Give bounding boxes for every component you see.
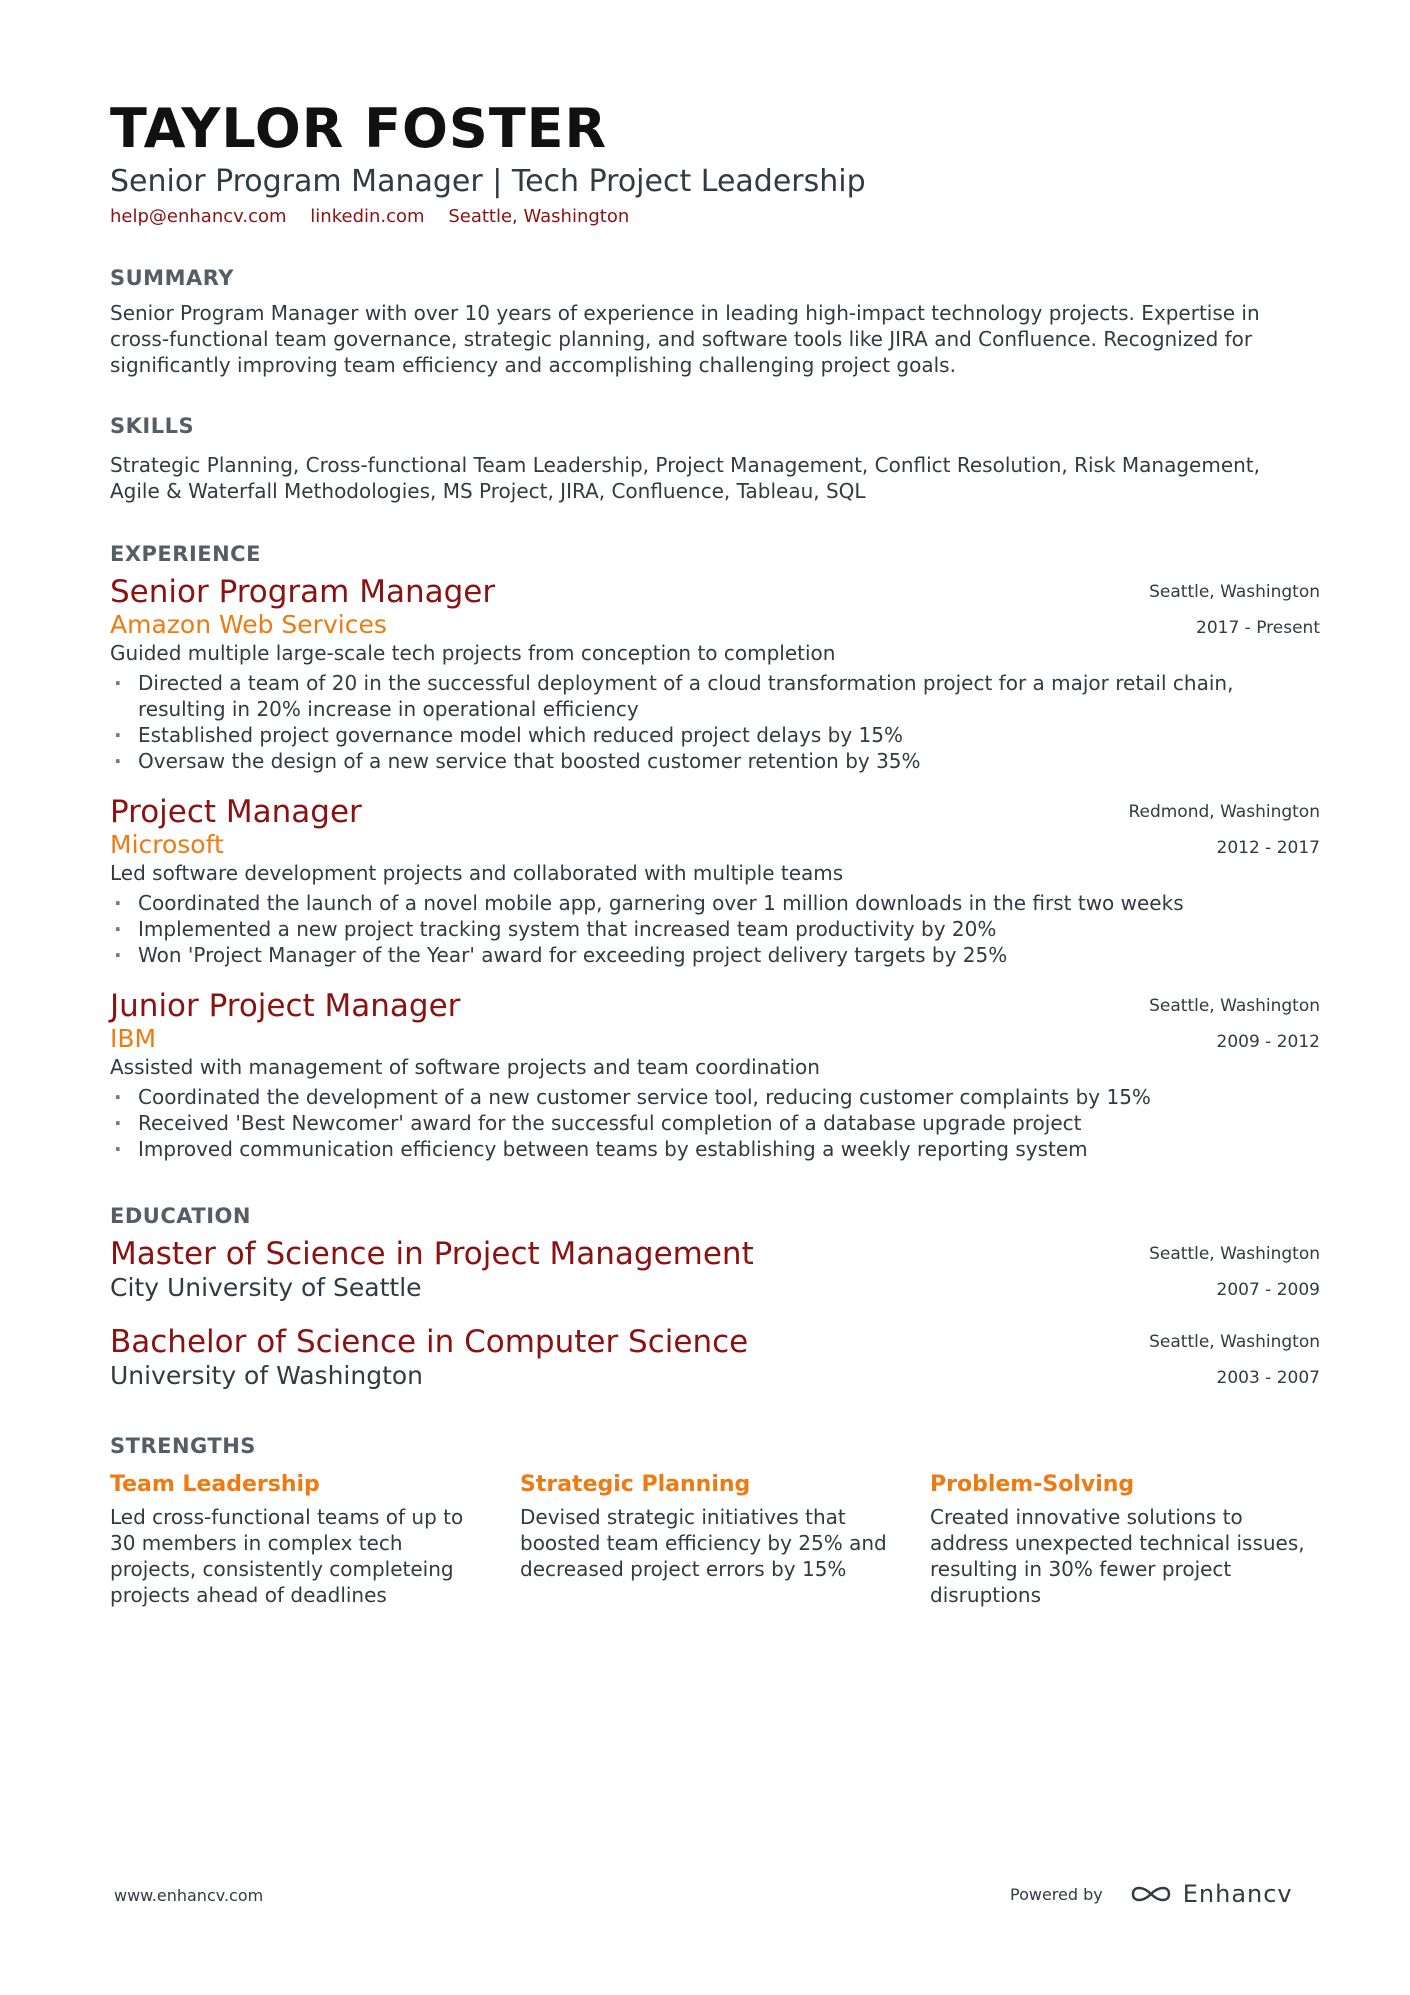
job-meta <box>1128 794 1320 866</box>
footer-branding <box>1010 1880 1293 1908</box>
job-meta <box>1149 574 1320 646</box>
footer-website[interactable]: www.enhancv.com <box>114 1886 264 1905</box>
job-bullets <box>110 670 1310 774</box>
strength-text: Led cross-functional teams of up to 30 members in complex tech projects, consistently completeing projects ahead of deadlines <box>110 1505 464 1607</box>
strength-title: Team Leadership <box>110 1472 320 1497</box>
summary-text: Senior Program Manager with over 10 years of experience in leading high-impact technology projects. Expertise in cross-functional team governance, strategic planning, and software tools like JIRA and Confluence. Recognized for significantly improving team efficiency and accomplishing challenging project goals. <box>110 301 1260 377</box>
job-bullet: · Directed a team of 20 in the successful deployment of a cloud transformation project for a major retail chain, resulting in 20% increase in operational efficiency <box>110 670 1310 722</box>
education-meta <box>1149 1324 1320 1396</box>
job-entry <box>110 574 1320 774</box>
strength-title: Problem-Solving <box>930 1472 1135 1497</box>
strengths-grid <box>110 1470 1310 1608</box>
education-location: Seattle, Washington <box>1149 1244 1320 1264</box>
job-dates: 2017 - Present <box>1196 618 1320 638</box>
education-dates: 2007 - 2009 <box>1216 1280 1320 1300</box>
job-description: Guided multiple large-scale tech projects from conception to completion <box>110 641 836 665</box>
skills-heading: SKILLS <box>110 414 195 438</box>
strengths-heading: STRENGTHS <box>110 1434 256 1458</box>
strength-text: Created innovative solutions to address unexpected technical issues, resulting in 30% fewer project disruptions <box>930 1505 1305 1607</box>
education-entry <box>110 1236 1320 1304</box>
resume-page <box>110 96 1320 1608</box>
job-dates: 2009 - 2012 <box>1216 1032 1320 1052</box>
job-description: Led software development projects and collaborated with multiple teams <box>110 861 844 885</box>
job-bullet: · Oversaw the design of a new service that boosted customer retention by 35% <box>110 748 1310 774</box>
degree-title: Master of Science in Project Management <box>110 1236 754 1272</box>
experience-heading: EXPERIENCE <box>110 542 261 566</box>
job-company: Amazon Web Services <box>110 610 387 639</box>
job-title: Senior Program Manager <box>110 574 496 610</box>
job-bullet: · Coordinated the development of a new customer service tool, reducing customer complaints by 15% <box>110 1084 1310 1110</box>
job-description: Assisted with management of software projects and team coordination <box>110 1055 820 1079</box>
strength-item <box>930 1470 1310 1608</box>
job-bullet: · Established project governance model which reduced project delays by 15% <box>110 722 1310 748</box>
strength-item <box>520 1470 900 1608</box>
job-bullet: · Coordinated the launch of a novel mobile app, garnering over 1 million downloads in the first two weeks <box>110 890 1310 916</box>
job-location: Redmond, Washington <box>1128 802 1320 822</box>
job-dates: 2012 - 2017 <box>1216 838 1320 858</box>
strength-text: Devised strategic initiatives that boosted team efficiency by 25% and decreased project errors by 15% <box>520 1505 887 1581</box>
candidate-name: TAYLOR FOSTER <box>110 97 608 160</box>
email-link[interactable]: help@enhancv.com <box>110 206 287 227</box>
job-bullets <box>110 1084 1310 1162</box>
enhancv-logo-icon <box>1129 1882 1175 1906</box>
job-bullet: · Won 'Project Manager of the Year' award for exceeding project delivery targets by 25% <box>110 942 1310 968</box>
school-name: University of Washington <box>110 1361 424 1390</box>
enhancv-wordmark: Enhancv <box>1182 1880 1293 1908</box>
powered-by-label: Powered by <box>1010 1884 1103 1904</box>
skills-text: Strategic Planning, Cross-functional Team Leadership, Project Management, Conflict Resolution, Risk Management, Agile & Waterfall Methodologies, MS Project, JIRA, Confluence, Tableau, SQL <box>110 453 1261 503</box>
job-bullet: · Improved communication efficiency between teams by establishing a weekly reporting system <box>110 1136 1310 1162</box>
education-heading: EDUCATION <box>110 1204 251 1228</box>
school-name: City University of Seattle <box>110 1273 422 1302</box>
contact-row <box>110 204 1310 230</box>
linkedin-link[interactable]: linkedin.com <box>310 206 425 227</box>
job-bullet: · Implemented a new project tracking system that increased team productivity by 20% <box>110 916 1310 942</box>
job-location: Seattle, Washington <box>1149 996 1320 1016</box>
job-company: Microsoft <box>110 830 224 859</box>
education-location: Seattle, Washington <box>1149 1332 1320 1352</box>
summary-heading: SUMMARY <box>110 266 234 290</box>
job-meta <box>1149 988 1320 1060</box>
job-title: Junior Project Manager <box>110 988 461 1024</box>
job-location: Seattle, Washington <box>1149 582 1320 602</box>
education-meta <box>1149 1236 1320 1308</box>
job-entry <box>110 794 1320 968</box>
job-entry <box>110 988 1320 1162</box>
candidate-title: Senior Program Manager | Tech Project Leadership <box>110 164 866 199</box>
degree-title: Bachelor of Science in Computer Science <box>110 1324 749 1360</box>
job-company: IBM <box>110 1024 157 1053</box>
education-dates: 2003 - 2007 <box>1216 1368 1320 1388</box>
job-bullets <box>110 890 1310 968</box>
job-bullet: · Received 'Best Newcomer' award for the successful completion of a database upgrade project <box>110 1110 1310 1136</box>
strength-item <box>110 1470 490 1608</box>
strength-title: Strategic Planning <box>520 1472 751 1497</box>
job-title: Project Manager <box>110 794 362 830</box>
location-text: Seattle, Washington <box>448 206 630 227</box>
education-entry <box>110 1324 1320 1392</box>
